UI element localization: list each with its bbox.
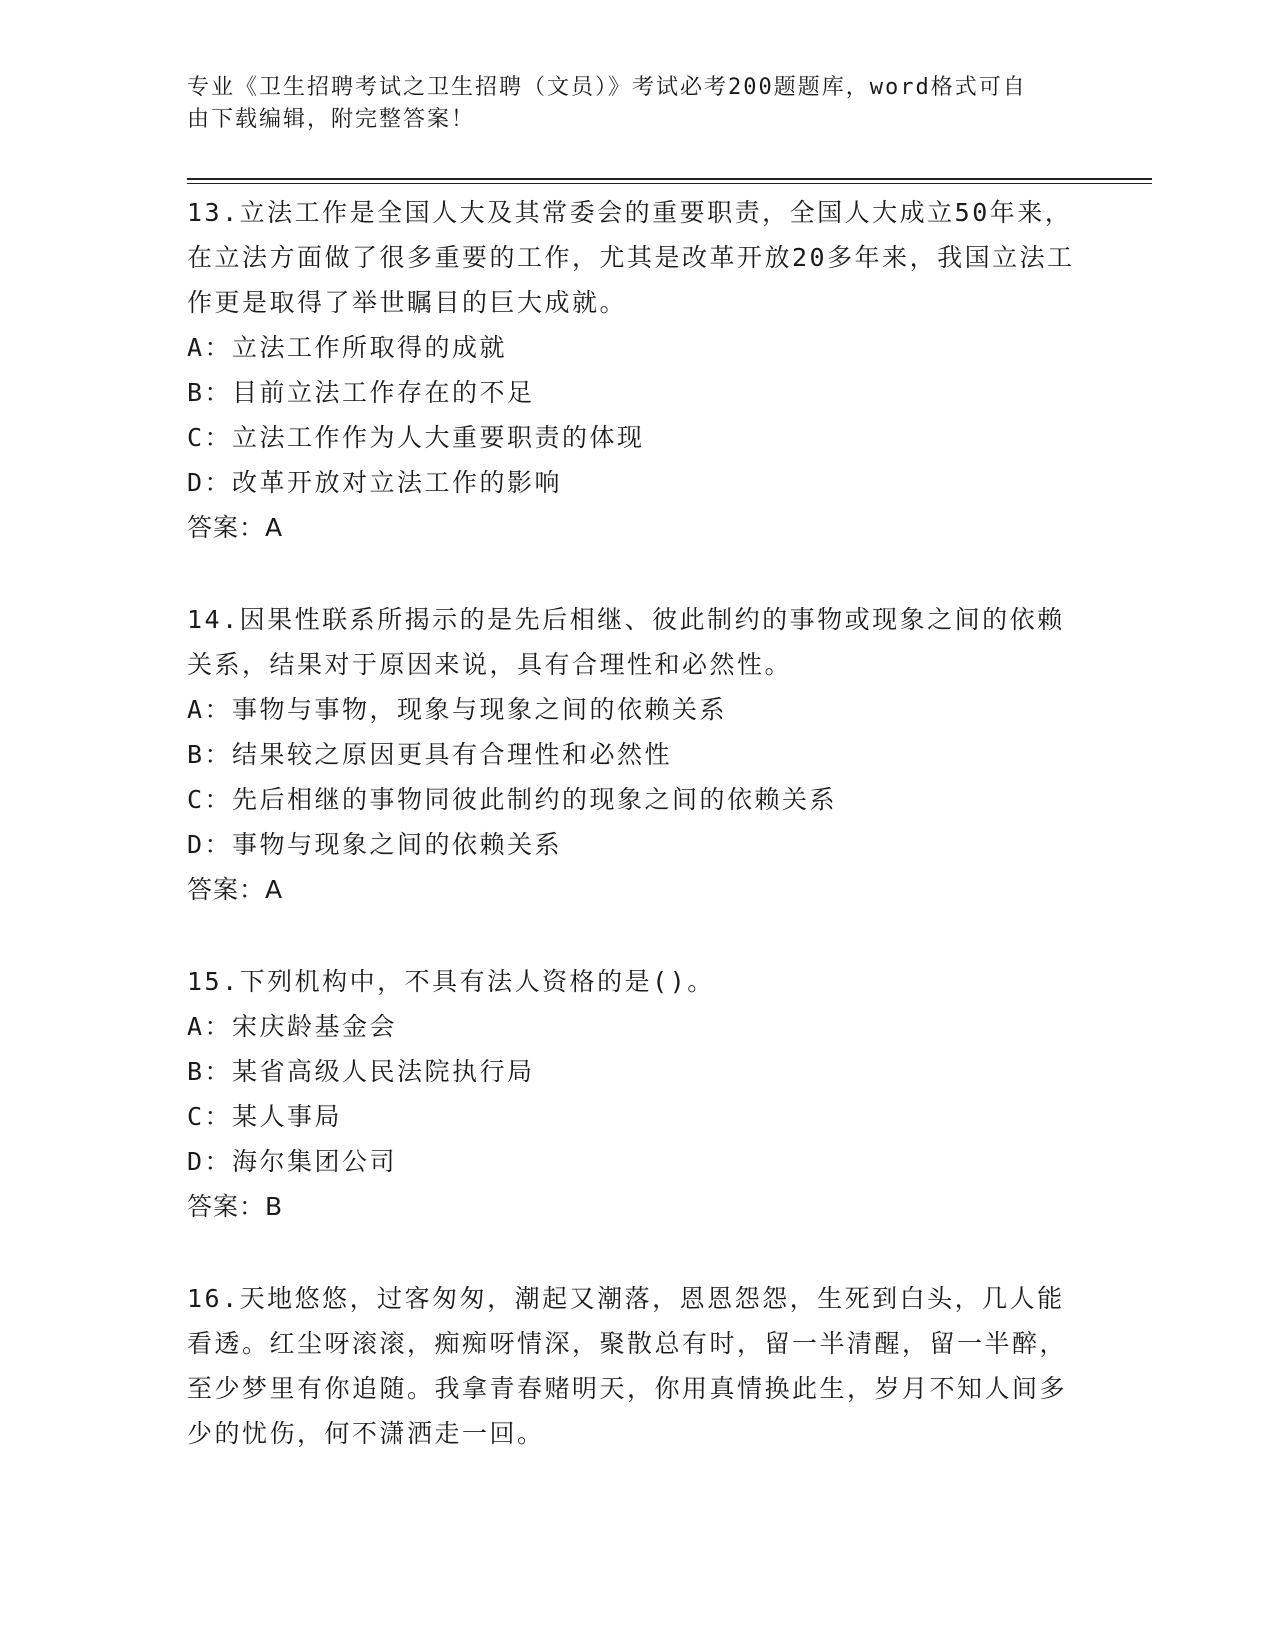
- header-divider-thick: [187, 178, 1152, 180]
- option-d: D：海尔集团公司: [187, 1147, 398, 1176]
- question-13: [187, 190, 1077, 550]
- option-b: B：目前立法工作存在的不足: [187, 378, 535, 407]
- option-c: C：先后相继的事物同彼此制约的现象之间的依赖关系: [187, 785, 838, 814]
- question-list: [187, 190, 1077, 1503]
- question-14: [187, 597, 1077, 912]
- option-a: A：事物与事物，现象与现象之间的依赖关系: [187, 695, 728, 724]
- option-b: B：结果较之原因更具有合理性和必然性: [187, 740, 673, 769]
- option-b: B：某省高级人民法院执行局: [187, 1057, 535, 1086]
- question-stem: 13.立法工作是全国人大及其常委会的重要职责，全国人大成立50年来，在立法方面做了很多重要的工作，尤其是改革开放20多年来，我国立法工作更是取得了举世瞩目的巨大成就。: [187, 198, 1075, 317]
- option-d: D：改革开放对立法工作的影响: [187, 468, 563, 497]
- question-stem: 16.天地悠悠，过客匆匆，潮起又潮落，恩恩怨怨，生死到白头，几人能看透。红尘呀滚滚，痴痴呀情深，聚散总有时，留一半清醒，留一半醉，至少梦里有你追随。我拿青春赌明天，你用真情换此生，岁月不知人间多少的忧伤，何不潇洒走一回。: [187, 1284, 1068, 1448]
- option-a: A：宋庆龄基金会: [187, 1012, 398, 1041]
- answer: 答案：A: [187, 513, 284, 542]
- option-c: C：某人事局: [187, 1102, 343, 1131]
- option-c: C：立法工作作为人大重要职责的体现: [187, 423, 645, 452]
- answer: 答案：A: [187, 875, 284, 904]
- question-stem: 14.因果性联系所揭示的是先后相继、彼此制约的事物或现象之间的依赖关系，结果对于原因来说，具有合理性和必然性。: [187, 605, 1065, 679]
- answer: 答案：B: [187, 1192, 284, 1221]
- option-a: A：立法工作所取得的成就: [187, 333, 508, 362]
- header-line-2: 由下载编辑，附完整答案！: [187, 107, 476, 132]
- header-line-1: 专业《卫生招聘考试之卫生招聘（文员）》考试必考200题题库，word格式可自: [187, 75, 1027, 100]
- question-16: [187, 1276, 1077, 1456]
- option-d: D：事物与现象之间的依赖关系: [187, 830, 563, 859]
- header-divider-thin: [187, 183, 1152, 184]
- question-stem: 15.下列机构中，不具有法人资格的是()。: [187, 967, 715, 996]
- question-15: [187, 959, 1077, 1229]
- document-header: [187, 72, 1077, 136]
